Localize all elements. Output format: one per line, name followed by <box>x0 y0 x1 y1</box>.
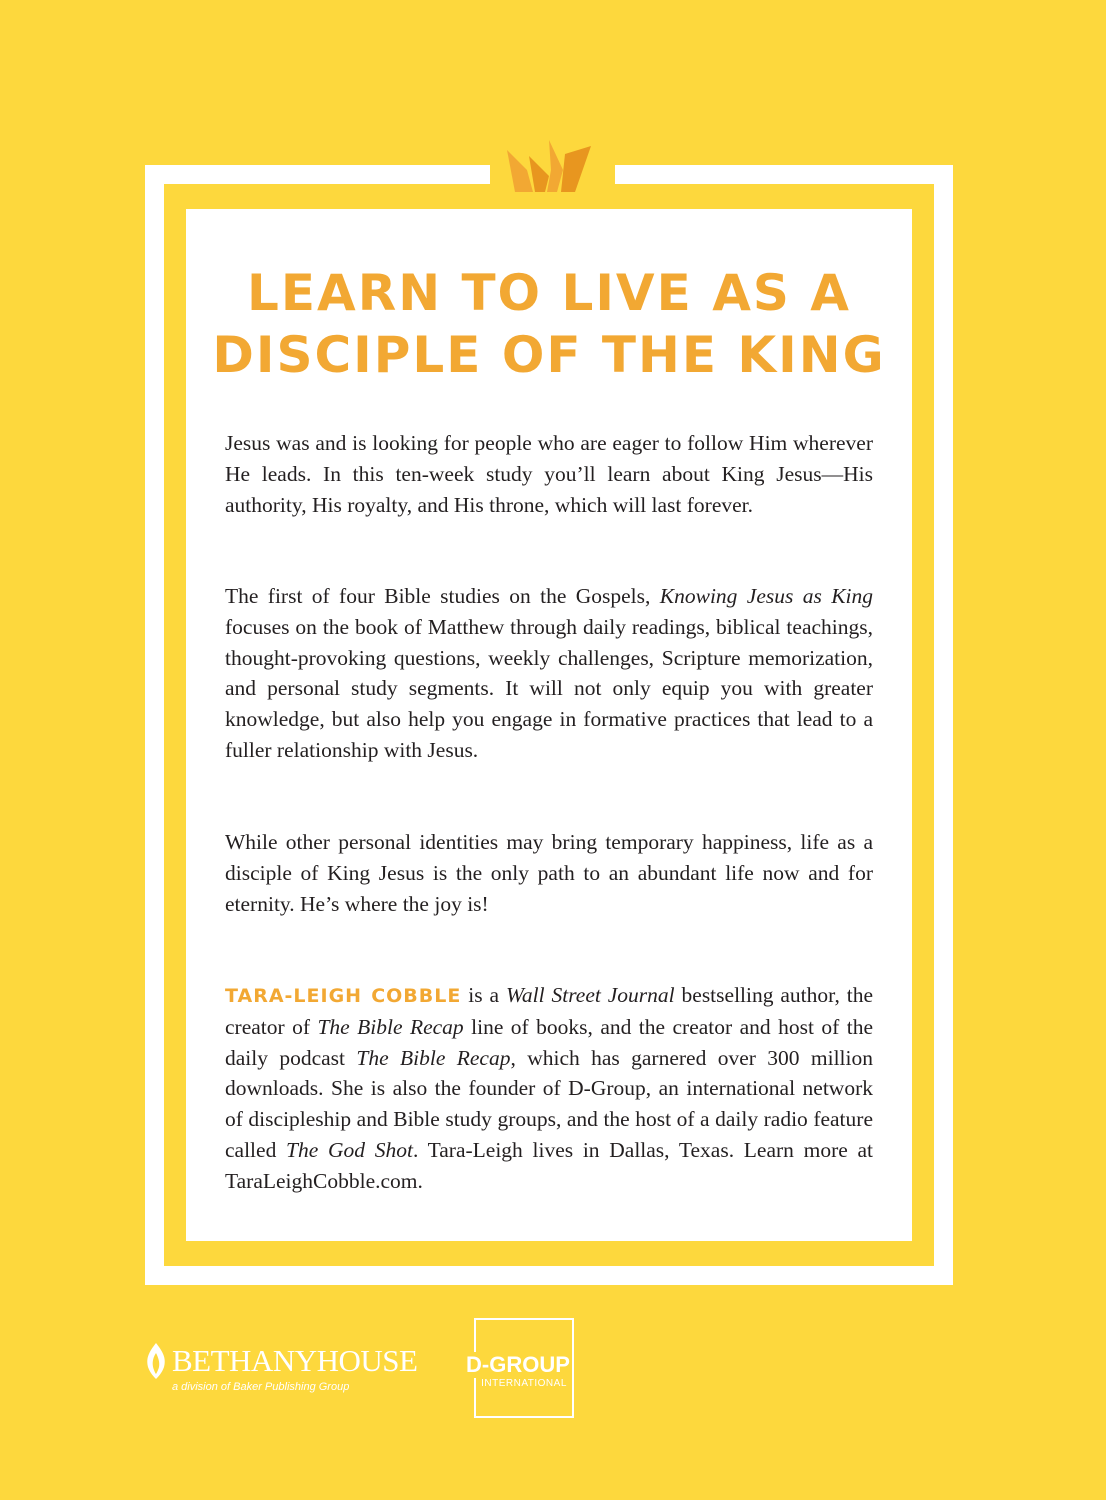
author-bio <box>225 980 873 1197</box>
paragraph-study <box>225 581 873 766</box>
bio-text-2: bestselling author, the creator of <box>225 983 873 1039</box>
publisher-logo <box>144 1341 434 1401</box>
publisher-tagline: a division of Baker Publishing Group <box>172 1381 350 1393</box>
frame-right <box>934 165 953 1285</box>
bio-text-3: line of books, and the creator and host of the daily podcast <box>225 1014 873 1070</box>
bio-text-4: , which has garnered over 300 million downloads. She is also the founder of D-Group, an international network of discipleship and Bible study groups, and the host of a daily radio feature called <box>225 1045 873 1162</box>
paragraph-study-text-b: focuses on the book of Matthew through daily readings, biblical teachings, thought-provoking questions, weekly challenges, Scripture memorization, and personal study segments. It will not only equip you with greater knowledge, but also help you engage in formative practices that lead to a fuller relationship with Jesus. <box>225 614 873 762</box>
dgroup-logo <box>466 1318 574 1418</box>
frame-top-left <box>145 165 490 184</box>
headline-line-2: DISCIPLE OF THE KING <box>212 326 886 384</box>
bio-italic-4: The God Shot <box>286 1137 413 1162</box>
bio-text-1: is a <box>461 983 506 1007</box>
publisher-name: BETHANYHOUSE <box>172 1343 418 1378</box>
book-title: Knowing Jesus as King <box>659 584 874 608</box>
dgroup-name: D-GROUP <box>466 1352 570 1377</box>
crown-icon <box>505 140 593 192</box>
paragraph-study-text-a: The first of four Bible studies on the Gospels, <box>225 584 660 608</box>
headline-line-1: LEARN TO LIVE AS A <box>246 264 852 322</box>
paragraph-intro: Jesus was and is looking for people who are eager to follow Him wherever He leads. In this ten-week study you’ll learn about King Jesus—His authority, His royalty, and His throne, which will last forever. <box>225 431 873 517</box>
dgroup-subtitle: INTERNATIONAL <box>481 1378 567 1389</box>
flame-icon <box>144 1343 168 1379</box>
bio-italic-3: The Bible Recap <box>356 1045 511 1070</box>
bio-italic-1: Wall Street Journal <box>505 983 675 1007</box>
headline <box>186 262 912 386</box>
frame-bottom <box>145 1266 953 1285</box>
author-name: TARA-LEIGH COBBLE <box>225 985 462 1007</box>
frame-top-right <box>615 165 953 184</box>
paragraph-joy: While other personal identities may bring temporary happiness, life as a disciple of King Jesus is the only path to an abundant life now and for eternity. He’s where the joy is! <box>225 830 873 916</box>
bio-italic-2: The Bible Recap <box>317 1014 464 1039</box>
frame-left <box>145 165 164 1285</box>
bio-text-5: . Tara-Leigh lives in Dallas, Texas. Learn more at TaraLeighCobble.com. <box>225 1137 873 1193</box>
